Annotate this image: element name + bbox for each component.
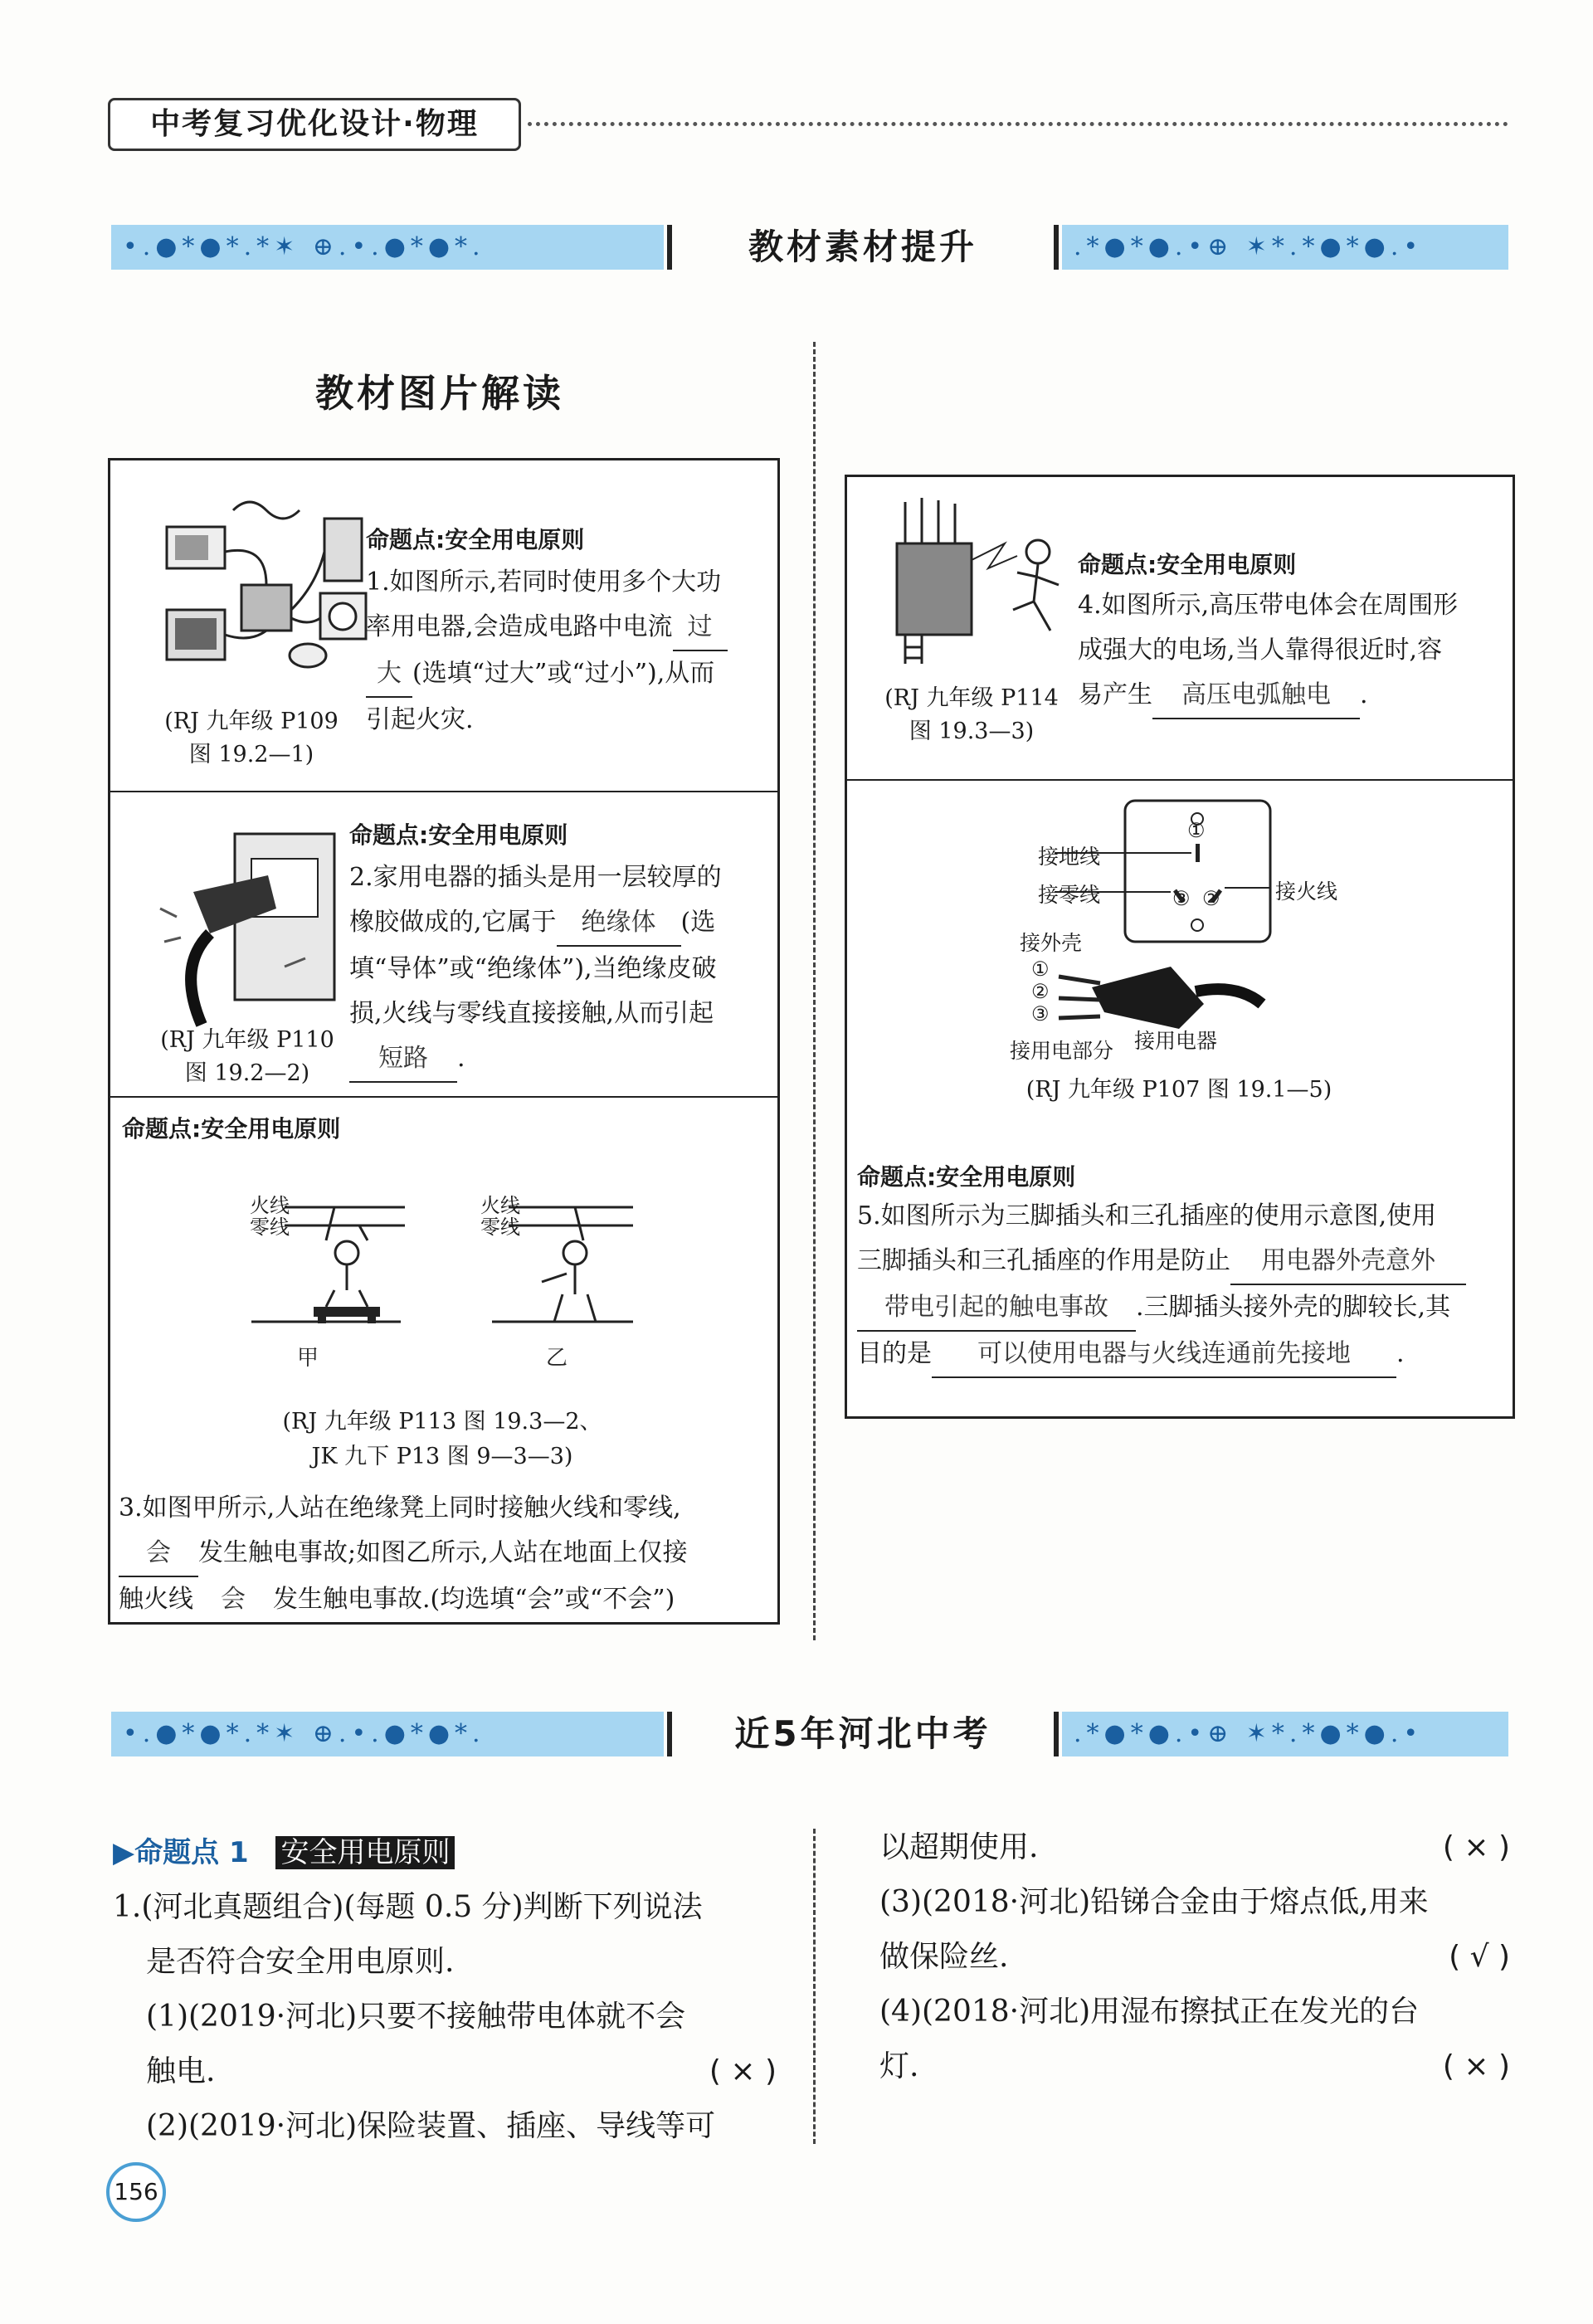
item1-line2 [366,605,781,651]
item1-line3 [366,651,781,698]
banner-section2 [111,1712,1508,1756]
item2-line3: 填“导体”或“绝缘体”),当绝缘皮破 [349,954,717,983]
item4-caption-a: (RJ 九年级 P114 [884,685,1059,711]
item2-caption-b: 图 19.2—2) [184,1060,310,1086]
exam-topic [113,1832,455,1873]
section-title: 近5年河北中考 [664,1705,1062,1763]
s1-mark: ( × ) [709,2054,777,2088]
label-ground-wire: 接地线 [1038,845,1101,869]
item3-topic: 命题点:安全用电原则 [122,1115,341,1143]
item3-answer-b: 会 [193,1577,273,1624]
item1-line4: 引起火灾. [366,705,474,734]
column-divider-bottom [813,1829,816,2144]
item5-answer-b: 带电引起的触电事故 [857,1285,1136,1332]
s4-line2 [879,2039,1518,2094]
high-voltage-illustration [880,494,1088,668]
panel-divider [110,791,777,792]
right-panel [845,475,1515,1419]
item1-answer-b: 大 [366,651,412,698]
item3-line1: 3.如图甲所示,人站在绝缘凳上同时接触火线和零线, [119,1493,681,1523]
item1-caption-a: (RJ 九年级 P109 [164,709,339,734]
item5-line2-text: 三脚插头和三孔插座的作用是防止 [857,1246,1230,1275]
item5-line4-text: 目的是 [857,1339,932,1368]
banner-decoration-right: .*●*●.•⊕ ✶*.*●*●.• [1074,1719,1424,1748]
s2-line2 [879,1820,1518,1875]
item4-line1: 4.如图所示,高压带电体会在周围形 [1078,591,1459,620]
item5-line3-text: .三脚插头接外壳的脚较长,其 [1136,1293,1451,1322]
section-title: 教材素材提升 [664,218,1062,276]
item5-answer-a: 用电器外壳意外 [1230,1239,1466,1285]
exam-left-column [113,1880,785,2154]
item4-caption-b: 图 19.3—3) [909,719,1035,744]
item2-line4: 损,火线与零线直接接触,从而引起 [349,999,714,1028]
exam-right-column [879,1820,1518,2094]
plug-num-2: ② [1031,980,1050,1003]
item3-line2-text: 发生触电事故;如图乙所示,人站在地面上仅接 [198,1538,688,1567]
s2-line1: (2)(2019·河北)保险装置、插座、导线等可 [146,2109,716,2143]
banner-decoration-right: .*●*●.•⊕ ✶*.*●*●.• [1074,232,1424,261]
item3-line3-text: 触火线 [119,1585,193,1614]
item2-line2-text: 橡胶做成的,它属于 [349,908,557,937]
item5-line1: 5.如图所示为三脚插头和三孔插座的使用示意图,使用 [857,1201,1437,1230]
left-panel [108,458,780,1625]
plug-num-3: ③ [1031,1002,1050,1026]
textbook-heading: 教材图片解读 [315,371,564,416]
s1-line2 [113,2044,785,2099]
banner-decoration-left: •.●*●*.*✶ ⊕.•.●*●*. [123,1719,485,1748]
panel-divider [110,1096,777,1098]
label-live-wire: 接火线 [1275,879,1338,904]
label-fire-yi: 火线 [480,1194,520,1217]
exam-topic-label: ▶命题点 1 [113,1836,249,1869]
label-neutral-wire: 接零线 [1038,883,1101,907]
item1-caption-b: 图 19.2—1) [188,742,314,767]
plug-numbers [1031,958,1050,1026]
label-inner-part: 接用电部分 [1010,1039,1114,1063]
s3-line2 [879,1930,1518,1985]
label-shell: 接外壳 [1020,931,1083,955]
plug-num-1: ① [1031,957,1050,981]
s4-mark: ( × ) [1442,2049,1510,2083]
panel-divider [847,779,1513,781]
item1-line3-text: (选填“过大”或“过小”),从而 [412,659,715,688]
item2-answer-a: 绝缘体 [557,900,681,947]
item5-line4: 目的是 可以使用电器与火线连通前先接地 . [857,1332,1514,1378]
item1-line1: 1.如图所示,若同时使用多个大功 [366,568,722,597]
column-divider-top [813,342,816,1640]
item5-line2 [857,1239,1514,1285]
item2-line2 [349,900,779,947]
item1-text [366,560,781,743]
item1-line2-text: 率用电器,会造成电路中电流 [366,612,673,641]
page-number: 156 [106,2162,166,2222]
banner-decoration-left: •.●*●*.*✶ ⊕.•.●*●*. [123,232,485,261]
plug-socket-illustration [144,817,368,1041]
label-jia: 甲 [297,1346,319,1371]
s1-line1: (1)(2019·河北)只要不接触带电体就不会 [146,2000,686,2034]
header-dotted-line [528,122,1508,126]
socket-num-2: ② [1202,887,1220,910]
item4-line2: 成强大的电场,当人靠得很近时,容 [1078,636,1443,665]
label-zero-jia: 零线 [250,1216,290,1239]
electric-shock-diagram [235,1191,683,1381]
item2-caption-a: (RJ 九年级 P110 [160,1027,334,1053]
item5-topic: 命题点:安全用电原则 [857,1163,1076,1191]
item3-answer-a: 会 [119,1531,198,1577]
item4-answer-a: 高压电弧触电 [1152,673,1360,719]
socket-num-3: ③ [1172,887,1191,910]
item4-topic: 命题点:安全用电原则 [1078,551,1297,578]
item3-caption-a: (RJ 九年级 P113 图 19.3—2、 [282,1409,602,1435]
item2-line5: 短路 . [349,1036,779,1083]
label-yi: 乙 [546,1346,568,1371]
item5-text [857,1194,1514,1378]
s4-line2-text: 灯. [879,2049,919,2083]
q1-line1: 1.(河北真题组合)(每题 0.5 分)判断下列说法 [113,1890,703,1924]
item2-answer-b: 短路 [349,1036,457,1083]
item2-text [349,855,779,1083]
item5-line3 [857,1285,1514,1332]
item4-text [1078,583,1514,719]
s2-line2-text: 以超期使用. [879,1830,1039,1864]
item4-line3: 易产生 高压电弧触电 . [1078,673,1514,719]
item3-line3-end: 发生触电事故.(均选填“会”或“不会”) [273,1585,675,1614]
q1-line2: 是否符合安全用电原则. [146,1945,455,1979]
appliances-illustration [150,494,391,676]
item3-line3 [119,1577,774,1624]
item1-answer-a: 过 [673,605,728,651]
exam-topic-name: 安全用电原则 [275,1836,455,1869]
label-appliance: 接用电器 [1134,1029,1218,1053]
item5-caption: (RJ 九年级 P107 图 19.1—5) [1025,1077,1332,1103]
item4-line3-text: 易产生 [1078,680,1152,709]
banner-section1 [111,225,1508,270]
label-zero-yi: 零线 [480,1216,520,1239]
item3-text [119,1486,774,1624]
item2-line1: 2.家用电器的插头是用一层较厚的 [349,863,722,892]
book-title: 中考复习优化设计·物理 [108,98,521,151]
s4-line1: (4)(2018·河北)用湿布擦拭正在发光的台 [879,1995,1420,2029]
item3-line2 [119,1531,774,1577]
s3-mark: ( √ ) [1449,1940,1510,1974]
item5-answer-c: 可以使用电器与火线连通前先接地 [932,1332,1396,1378]
s3-line2-text: 做保险丝. [879,1940,1009,1974]
item1-topic: 命题点:安全用电原则 [366,526,585,553]
s3-line1: (3)(2018·河北)铅锑合金由于熔点低,用来 [879,1885,1429,1919]
item2-line2-end: (选 [680,908,716,937]
item2-topic: 命题点:安全用电原则 [349,821,568,849]
s1-line2-text: 触电. [146,2054,216,2088]
s2-mark: ( × ) [1442,1830,1510,1864]
socket-num-1: ① [1187,819,1206,842]
item3-caption-b: JK 九下 P13 图 9—3—3) [311,1444,573,1469]
label-fire-jia: 火线 [250,1194,290,1217]
